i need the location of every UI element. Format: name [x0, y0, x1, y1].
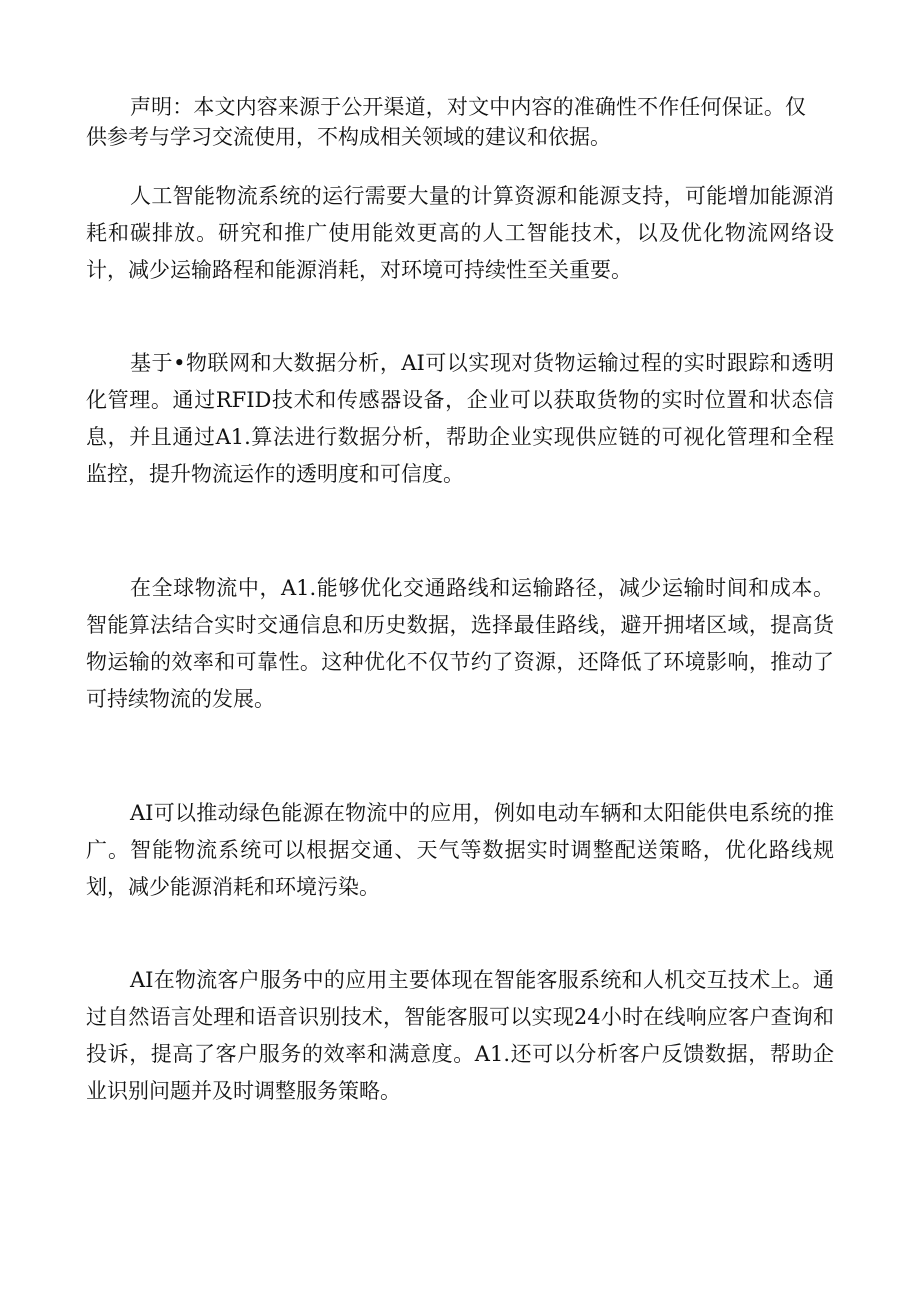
body-paragraph-green-energy: AI可以推动绿色能源在物流中的应用，例如电动车辆和太阳能供电系统的推广。智能物流系统可以根据交通、天气等数据实时调整配送策略，优化路线规划，减少能源消耗和环境污染。: [86, 801, 834, 899]
body-paragraph-customer-service: AI在物流客户服务中的应用主要体现在智能客服系统和人机交互技术上。通过自然语言处理和语音识别技术，智能客服可以实现24小时在线响应客户查询和投诉，提高了客户服务的效率和满意度。A1.还可以分析客户反馈数据，帮助企业识别问题并及时调整服务策略。: [86, 968, 834, 1103]
body-paragraph-routing: 在全球物流中，A1.能够优化交通路线和运输路径，减少运输时间和成本。智能算法结合实时交通信息和历史数据，选择最佳路线，避开拥堵区域，提高货物运输的效率和可靠性。这种优化不仅节约了资源，还降低了环境影响，推动了可持续物流的发展。: [86, 576, 834, 711]
body-paragraph-energy: 人工智能物流系统的运行需要大量的计算资源和能源支持，可能增加能源消耗和碳排放。研究和推广使用能效更高的人工智能技术，以及优化物流网络设计，减少运输路程和能源消耗，对环境可持续性至关重要。: [86, 184, 834, 282]
disclaimer-text: 声明：本文内容来源于公开渠道，对文中内容的准确性不作任何保证。仅供参考与学习交流使用，不构成相关领域的建议和依据。: [86, 95, 806, 149]
body-paragraph-tracking: 基于•物联网和大数据分析，AI可以实现对货物运输过程的实时跟踪和透明化管理。通过RFID技术和传感器设备，企业可以获取货物的实时位置和状态信息，并且通过A1.算法进行数据分析，帮助企业实现供应链的可视化管理和全程监控，提升物流运作的透明度和可信度。: [86, 351, 834, 486]
